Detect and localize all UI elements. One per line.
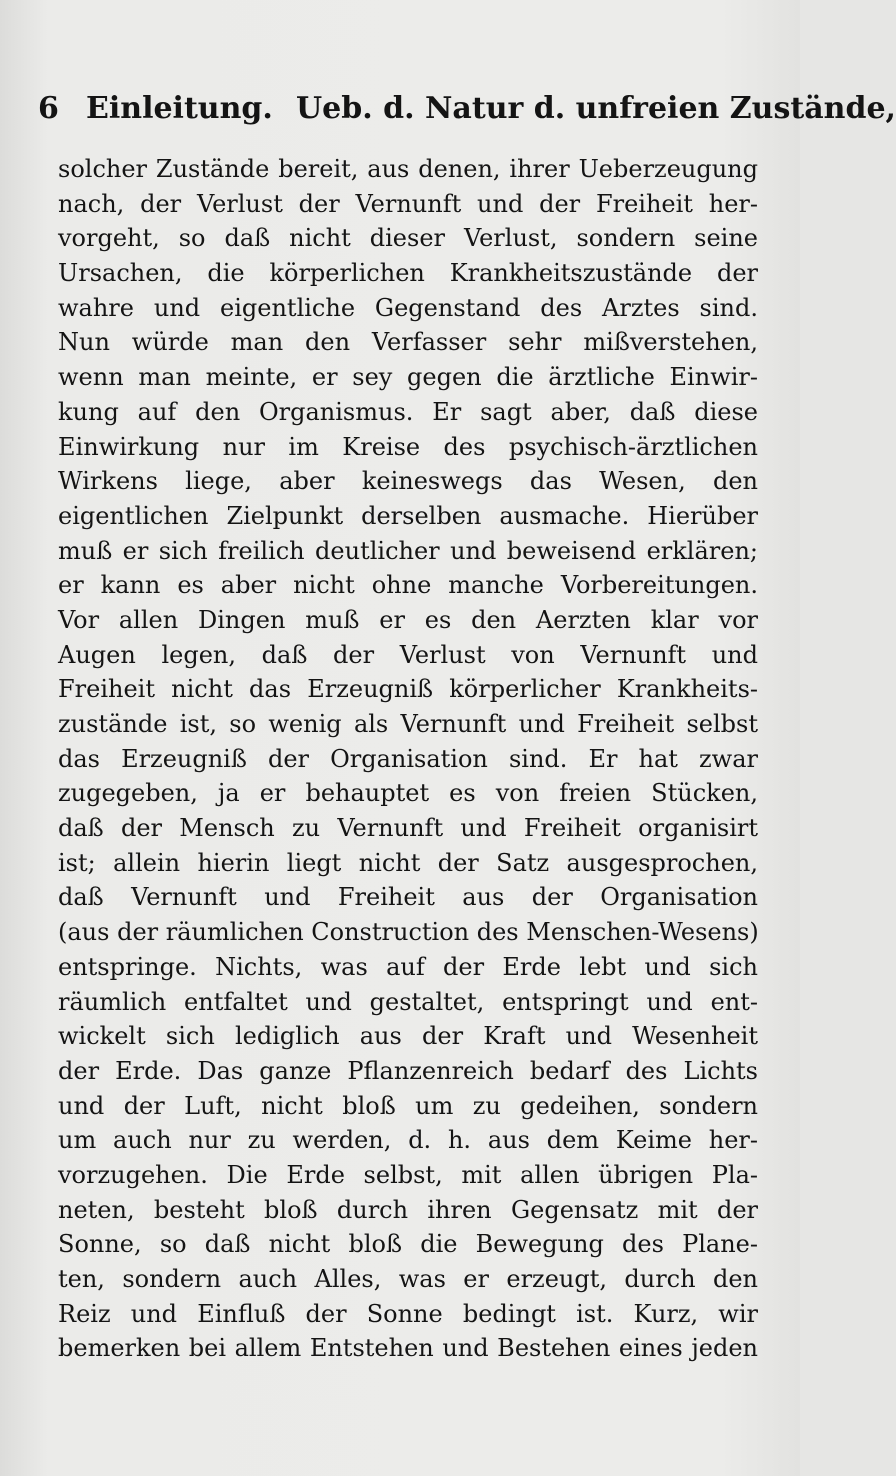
text-line: daß der Mensch zu Vernunft und Freiheit organisirt: [58, 814, 758, 843]
text-line: um auch nur zu werden, d. h. aus dem Keime her-: [58, 1126, 758, 1155]
text-line: wickelt sich lediglich aus der Kraft und Wesenheit: [58, 1022, 758, 1051]
text-line: ist; allein hierin liegt nicht der Satz ausgesprochen,: [58, 848, 758, 877]
text-line: solcher Zustände bereit, aus denen, ihrer Ueberzeugung: [58, 155, 758, 183]
running-header: [38, 88, 896, 130]
body-text: [58, 152, 758, 1366]
running-title-right: Ueb. d. Natur d. unfreien Zustände,: [296, 91, 896, 126]
text-line: ten, sondern auch Alles, was er erzeugt, durch den: [58, 1265, 758, 1293]
text-line: der Erde. Das ganze Pflanzenreich bedarf des Lichts: [58, 1056, 758, 1085]
text-line: Vor allen Dingen muß er es den Aerzten klar vor: [58, 605, 758, 634]
text-line: Sonne, so daß nicht bloß die Bewegung des Plane-: [58, 1230, 758, 1259]
text-line: vorgeht, so daß nicht dieser Verlust, sondern seine: [58, 224, 758, 253]
text-line: (aus der räumlichen Construction des Menschen-Wesens): [58, 918, 759, 947]
text-line: kung auf den Organismus. Er sagt aber, daß diese: [58, 397, 758, 426]
text-line: nach, der Verlust der Vernunft und der Freiheit her-: [58, 189, 758, 218]
text-line: neten, besteht bloß durch ihren Gegensatz mit der: [58, 1195, 758, 1224]
text-line: muß er sich freilich deutlicher und beweisend erklären;: [58, 536, 758, 565]
text-line: Nun würde man den Verfasser sehr mißverstehen,: [58, 328, 758, 357]
page-number: 6: [38, 91, 59, 126]
text-line: wahre und eigentliche Gegenstand des Arztes sind.: [58, 293, 758, 322]
text-line: zugegeben, ja er behauptet es von freien Stücken,: [58, 779, 758, 808]
text-line: Reiz und Einfluß der Sonne bedingt ist. Kurz, wir: [58, 1299, 758, 1328]
text-line: zustände ist, so wenig als Vernunft und Freiheit selbst: [58, 710, 758, 738]
text-line: das Erzeugniß der Organisation sind. Er hat zwar: [58, 744, 758, 773]
text-line: Freiheit nicht das Erzeugniß körperlicher Krankheits-: [58, 675, 758, 704]
text-line: Einwirkung nur im Kreise des psychisch-ärztlichen: [58, 432, 758, 461]
text-line: Wirkens liege, aber keineswegs das Wesen, den: [58, 467, 758, 496]
text-line: bemerken bei allem Entstehen und Bestehen eines jeden: [58, 1334, 758, 1363]
text-line: und der Luft, nicht bloß um zu gedeihen, sondern: [58, 1091, 758, 1120]
text-line: wenn man meinte, er sey gegen die ärztliche Einwir-: [58, 363, 758, 392]
text-line: Augen legen, daß der Verlust von Vernunft und: [58, 640, 758, 669]
text-line: daß Vernunft und Freiheit aus der Organisation: [58, 883, 758, 912]
text-line: räumlich entfaltet und gestaltet, entspringt und ent-: [58, 987, 758, 1016]
text-line: er kann es aber nicht ohne manche Vorbereitungen.: [58, 571, 758, 600]
text-line: eigentlichen Zielpunkt derselben ausmache. Hierüber: [58, 501, 758, 530]
text-line: Ursachen, die körperlichen Krankheitszustände der: [58, 259, 758, 288]
running-title-left: Einleitung.: [86, 91, 273, 126]
text-line: entspringe. Nichts, was auf der Erde lebt und sich: [58, 952, 758, 981]
text-line: vorzugehen. Die Erde selbst, mit allen übrigen Pla-: [58, 1160, 758, 1189]
